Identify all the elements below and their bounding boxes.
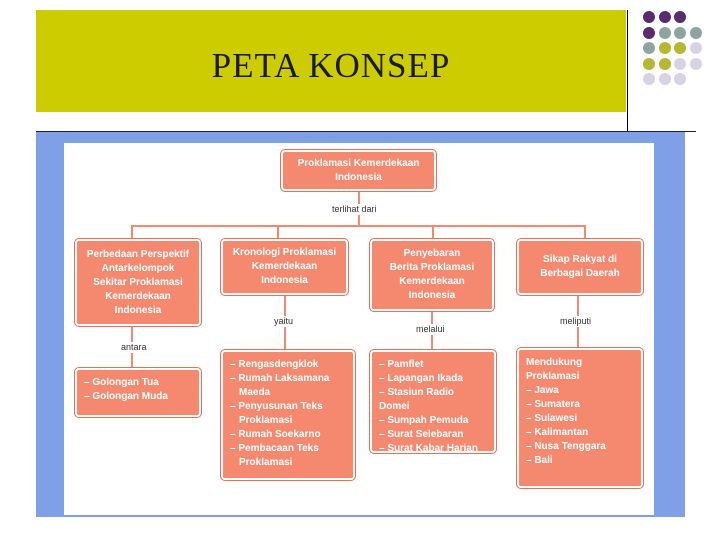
decorative-dot [659,58,671,70]
root-node: Proklamasi Kemerdekaan Indonesia [281,150,436,191]
branch-node-perspektif: Perbedaan Perspektif Antarkelompok Sekitar Proklamasi Kemerdekaan Indonesia [75,239,201,326]
connector-branch-1 [131,225,133,239]
decorative-dot [659,42,671,54]
decorative-dot [643,73,655,85]
decorative-dot [690,42,702,54]
decorative-dot [674,73,686,85]
detail-node-sikap-rakyat: Mendukung Proklamasi – Jawa – Sumatera – Sulawesi – Kalimantan – Nusa Tenggara – Bali [517,348,643,488]
detail-node-penyebaran: – Pamflet – Lapangan Ikada – Stasiun Radio Domei – Sumpah Pemuda – Surat Selebaran – Surat Kabar Harian [370,350,496,453]
label-branch-1: antara [121,342,147,352]
detail-node-kronologi: – Rengasdengklok – Rumah Laksamana Maeda – Penyusunan Teks Proklamasi – Rumah Soekarno – Pembacaan Teks Proklamasi [221,350,355,480]
decorative-dot [674,58,686,70]
branch-node-sikap-rakyat: Sikap Rakyat di Berbagai Daerah [517,239,643,295]
connector-root [358,190,360,204]
title-banner [36,10,626,112]
decorative-dot [659,73,671,85]
decorative-dot [643,42,655,54]
label-branch-2: yaitu [274,316,294,326]
connector-branch-2 [277,225,279,239]
connector-horizontal [131,225,586,227]
slide-title: PETA KONSEP [211,46,451,85]
branch-node-penyebaran: Penyebaran Berita Proklamasi Kemerdekaan Indonesia [370,239,494,311]
decorative-dot [643,11,655,23]
connector-branch-4 [584,225,586,239]
decorative-dot [690,58,702,70]
concept-map [64,143,654,515]
decorative-dot [690,27,702,39]
branch-node-kronologi: Kronologi Proklamasi Kemerdekaan Indonesia [221,239,348,295]
detail-node-golongan: – Golongan Tua – Golongan Muda [75,368,201,417]
connector-branch-3 [432,225,434,239]
label-branch-3: melalui [416,324,445,334]
decorative-dot [674,42,686,54]
decorative-dot [659,11,671,23]
title-divider-vertical [627,10,628,132]
decorative-dot [643,58,655,70]
decorative-dot [643,27,655,39]
decorative-dot [659,27,671,39]
decorative-dot [674,11,686,23]
label-root: terlihat dari [332,204,377,214]
decorative-dot [674,27,686,39]
label-branch-4: meliputi [560,316,592,326]
